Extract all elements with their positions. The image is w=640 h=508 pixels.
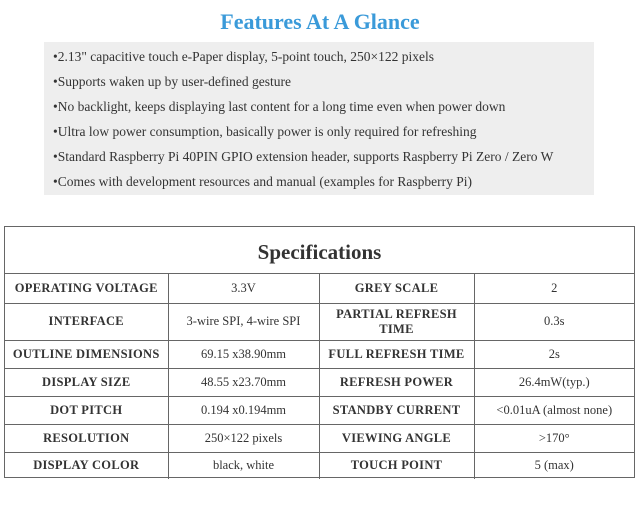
spec-label: GREY SCALE (319, 274, 474, 303)
spec-value: 0.194 x0.194mm (168, 396, 319, 424)
spec-label: DISPLAY COLOR (5, 452, 168, 479)
feature-item: •2.13" capacitive touch e-Paper display, 5-point touch, 250×122 pixels (53, 49, 435, 64)
spec-value: 0.3s (474, 303, 634, 340)
spec-row (5, 274, 634, 303)
spec-row (5, 396, 634, 424)
feature-item: •Standard Raspberry Pi 40PIN GPIO extension header, supports Raspberry Pi Zero / Zero W (53, 149, 554, 164)
feature-item: •Ultra low power consumption, basically power is only required for refreshing (53, 124, 477, 139)
spec-row (5, 303, 634, 340)
spec-value: <0.01uA (almost none) (474, 396, 634, 424)
spec-label: OPERATING VOLTAGE (5, 274, 168, 303)
spec-value: >170° (474, 424, 634, 452)
spec-label: FULL REFRESH TIME (319, 340, 474, 368)
features-title: Features At A Glance (220, 9, 420, 34)
spec-row (5, 424, 634, 452)
feature-item: •Supports waken up by user-defined gesture (53, 74, 292, 89)
spec-value: 3.3V (168, 274, 319, 303)
spec-value: 69.15 x38.90mm (168, 340, 319, 368)
spec-value: 250×122 pixels (168, 424, 319, 452)
spec-row (5, 340, 634, 368)
spec-label: RESOLUTION (5, 424, 168, 452)
spec-row (5, 368, 634, 396)
spec-value: black, white (168, 452, 319, 479)
spec-label: VIEWING ANGLE (319, 424, 474, 452)
spec-value: 5 (max) (474, 452, 634, 479)
spec-label: STANDBY CURRENT (319, 396, 474, 424)
spec-value: 48.55 x23.70mm (168, 368, 319, 396)
spec-label: TOUCH POINT (319, 452, 474, 479)
spec-label: DOT PITCH (5, 396, 168, 424)
spec-label: DISPLAY SIZE (5, 368, 168, 396)
feature-item: •Comes with development resources and manual (examples for Raspberry Pi) (53, 174, 472, 189)
spec-label: INTERFACE (5, 303, 168, 340)
specifications-table (4, 226, 635, 478)
features-list (44, 42, 594, 195)
feature-item: •No backlight, keeps displaying last content for a long time even when power down (53, 99, 506, 114)
spec-row (5, 452, 634, 479)
spec-label: REFRESH POWER (319, 368, 474, 396)
spec-value: 2s (474, 340, 634, 368)
spec-value: 26.4mW(typ.) (474, 368, 634, 396)
spec-label: PARTIAL REFRESH TIME (319, 303, 474, 340)
spec-value: 3-wire SPI, 4-wire SPI (168, 303, 319, 340)
spec-value: 2 (474, 274, 634, 303)
spec-label: OUTLINE DIMENSIONS (5, 340, 168, 368)
spec-grid (5, 274, 634, 479)
specifications-title: Specifications (5, 227, 634, 274)
